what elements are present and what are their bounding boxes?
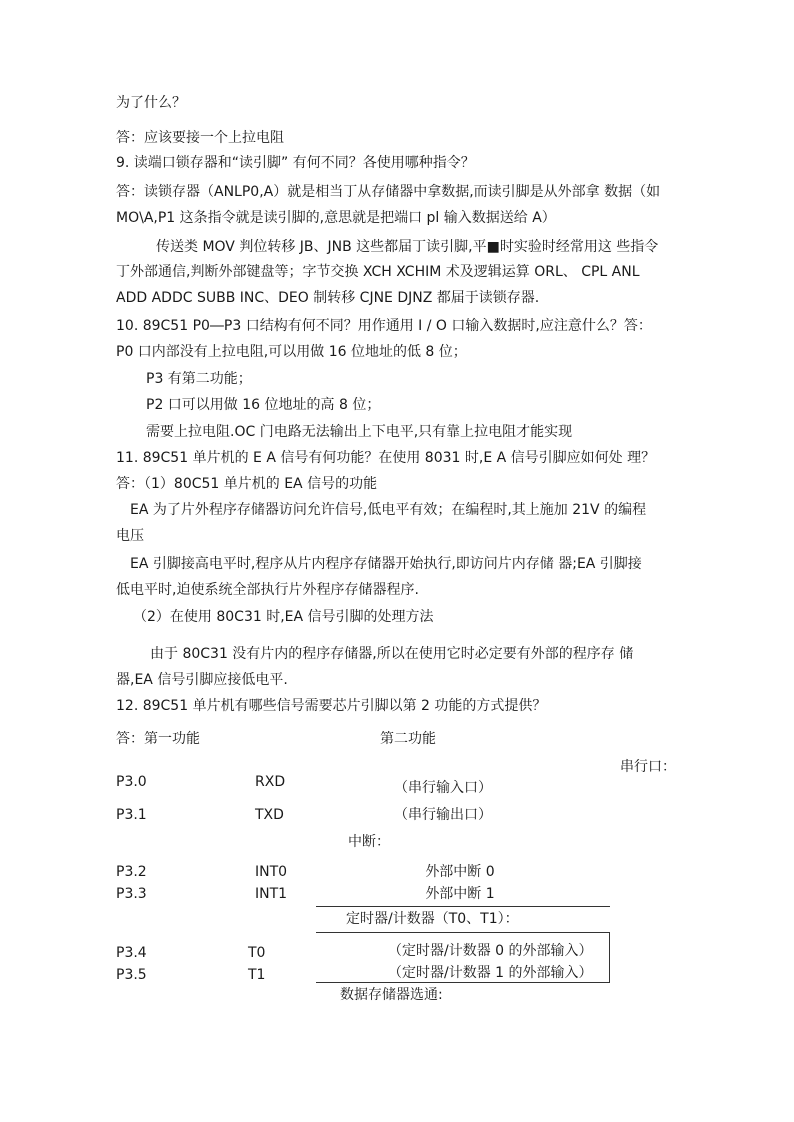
pin-alt-function: TXD: [255, 807, 284, 823]
text-line: 器,EA 信号引脚应接低电平.: [116, 672, 288, 688]
pin-name: P3.2: [116, 864, 147, 880]
pin-alt-function: INT0: [255, 864, 288, 880]
pin-description: （定时器/计数器 1 的外部输入）: [388, 965, 593, 981]
group-label-interrupt: 中断：: [348, 834, 390, 850]
group-label-serial: 串行口：: [620, 759, 676, 775]
table-header-second: 第二功能: [380, 731, 436, 747]
text-line: 电压: [116, 528, 144, 544]
text-line: 由于 80C31 没有片内的程序存储器,所以在使用它时必定要有外部的程序存 储: [150, 646, 634, 662]
text-line: 丁外部通信,判断外部键盘等；字节交换 XCH XCHIM 术及逻辑运算 ORL、 CPL ANL: [116, 264, 640, 280]
table-rule: [316, 982, 610, 983]
question-9: 9. 读端口锁存器和“读引脚” 有何不同？各使用哪种指令？: [116, 155, 475, 171]
text-line: 传送类 MOV 判位转移 JB、JNB 这些都届丁读引脚,平■时实验时经常用这 些指令: [156, 239, 659, 255]
text-line: EA 引脚接高电平时,程序从片内程序存储器开始执行,即访问片内存储 器;EA 引脚接: [130, 556, 642, 572]
text-line: （2）在使用 80C31 时,EA 信号引脚的处理方法: [133, 609, 434, 625]
pin-description: （串行输出口）: [394, 807, 492, 823]
pin-name: P3.0: [116, 774, 147, 790]
text-line: 答：（1）80C51 单片机的 EA 信号的功能: [116, 476, 378, 492]
text-line: P2 口可以用做 16 位地址的高 8 位；: [146, 397, 381, 413]
table-rule: [609, 932, 610, 982]
text-line: P3 有第二功能；: [146, 371, 252, 387]
pin-alt-function: T1: [248, 967, 266, 983]
text-line: 低电平时,迫使系统全部执行片外程序存储器程序.: [116, 582, 419, 598]
pin-alt-function: INT1: [255, 886, 288, 902]
pin-alt-function: T0: [248, 945, 266, 961]
text-line: 需要上拉电阻.OC 门电路无法输出上下电平,只有靠上拉电阻才能实现: [146, 424, 573, 440]
pin-description: （定时器/计数器 0 的外部输入）: [388, 943, 593, 959]
group-label-timer: 定时器/计数器（T0、T1）：: [346, 911, 519, 927]
pin-name: P3.5: [116, 967, 147, 983]
question-10: 10. 89C51 P0―P3 口结构有何不同？用作通用 I / O 口输入数据时,应注意什么？答：: [116, 318, 652, 334]
table-rule: [316, 932, 610, 933]
question-12: 12. 89C51 单片机有哪些信号需要芯片引脚以第 2 功能的方式提供？: [116, 698, 547, 714]
pin-alt-function: RXD: [255, 774, 286, 790]
table-header-first: 答：第一功能: [116, 731, 200, 747]
text-line: 为了什么？: [116, 95, 186, 111]
table-rule: [316, 906, 610, 907]
pin-name: P3.3: [116, 886, 147, 902]
pin-description: 外部中断 1: [425, 886, 495, 902]
pin-name: P3.4: [116, 945, 147, 961]
question-11: 11. 89C51 单片机的 E A 信号有何功能？在使用 8031 时,E A 信号引脚应如何处 理？: [116, 450, 656, 466]
text-line: ADD ADDC SUBB INC、DEO 制转移 CJNE DJNZ 都届于读锁存器.: [116, 290, 540, 306]
group-label-data-strobe: 数据存储器选通:: [340, 987, 443, 1003]
text-line: P0 口内部没有上拉电阻,可以用做 16 位地址的低 8 位；: [116, 344, 467, 360]
pin-description: 外部中断 0: [425, 864, 495, 880]
text-line: 答：应该要接一个上拉电阻: [116, 130, 284, 146]
text-line: MO\A,P1 这条指令就是读引脚的,意思就是把端口 pl 输入数据送给 A）: [116, 210, 556, 226]
text-line: EA 为了片外程序存储器访问允许信号,低电平有效；在编程时,其上施加 21V 的编程: [130, 502, 647, 518]
pin-description: （串行输入口）: [394, 780, 492, 796]
text-line: 答：读锁存器（ANLP0,A）就是相当丁从存储器中拿数据,而读引脚是从外部拿 数据（如: [116, 184, 661, 200]
pin-name: P3.1: [116, 807, 147, 823]
